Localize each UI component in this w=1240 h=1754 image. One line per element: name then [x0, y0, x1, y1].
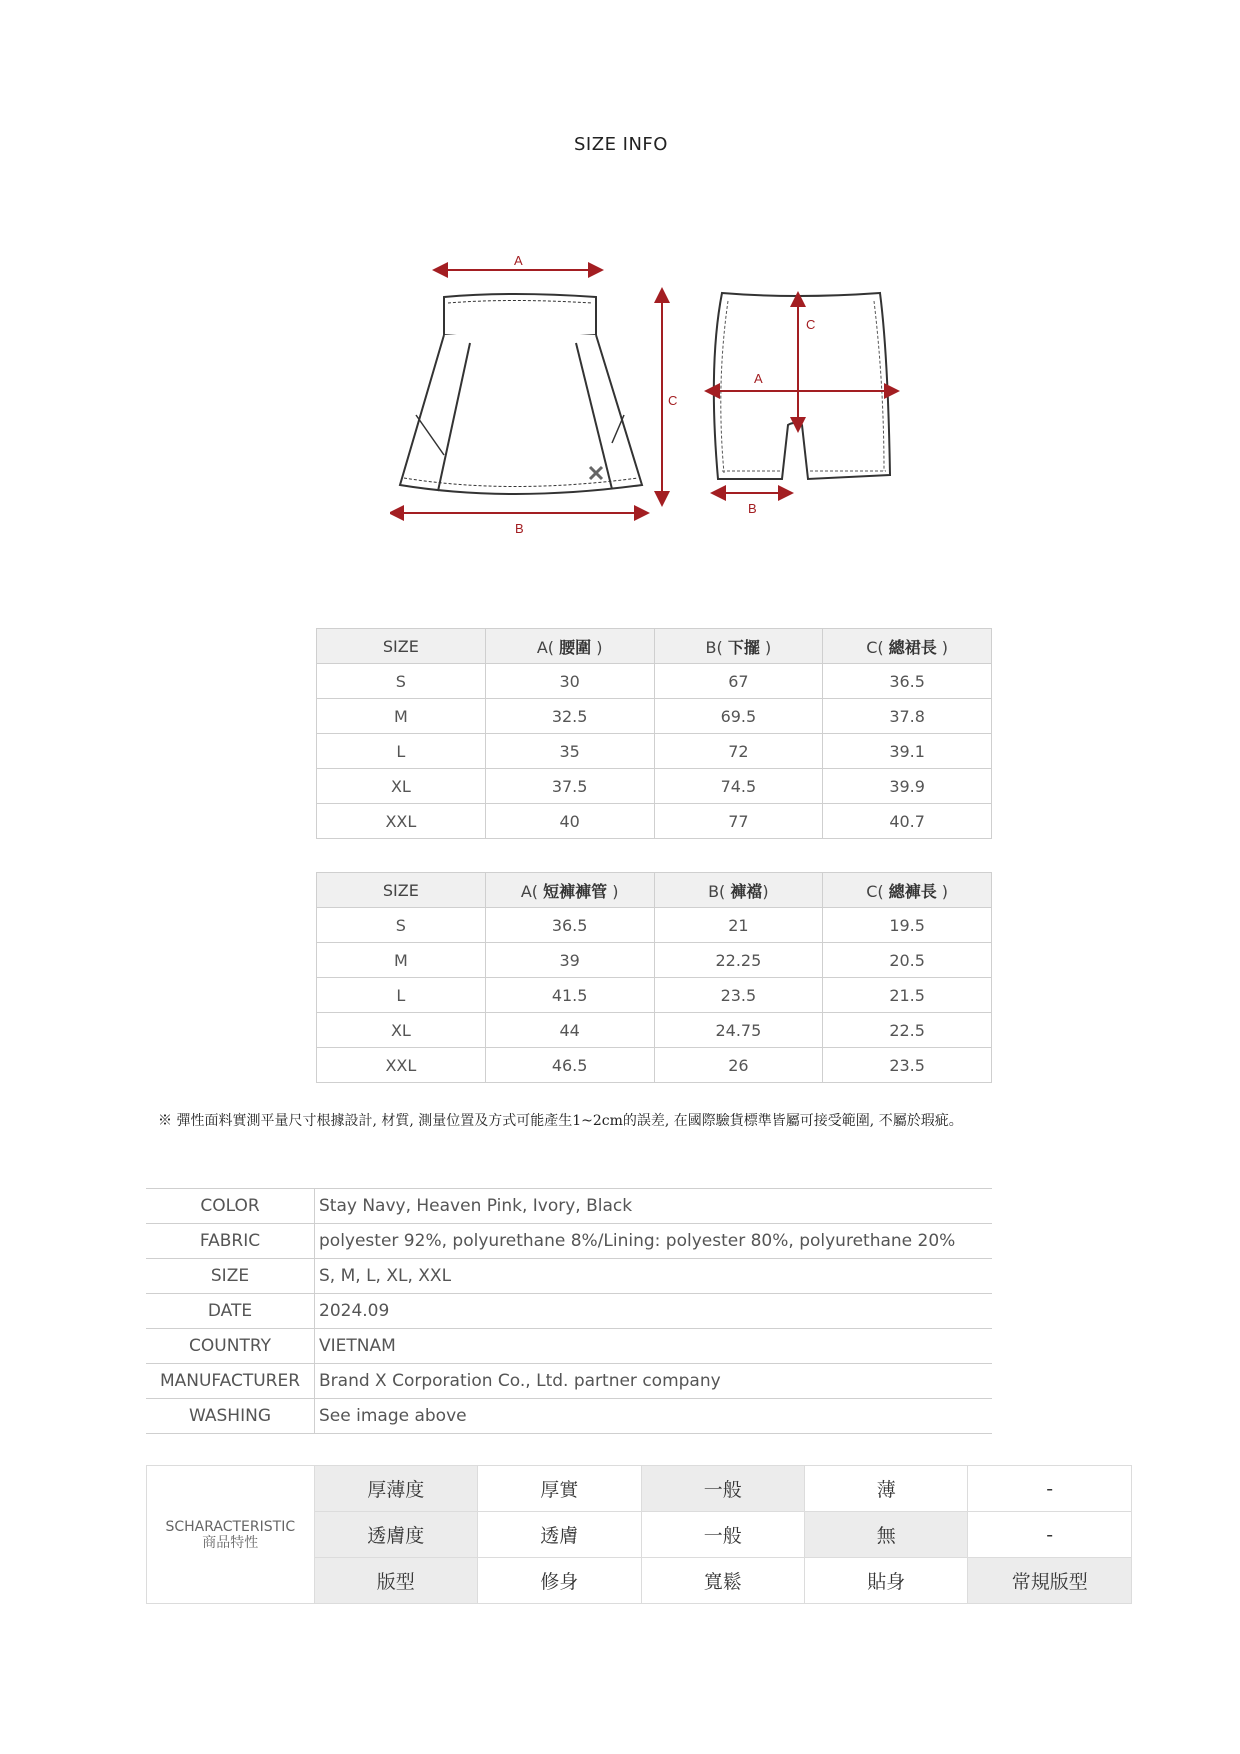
table-row — [317, 1013, 992, 1048]
info-key: COUNTRY — [146, 1329, 315, 1364]
info-value: S, M, L, XL, XXL — [315, 1259, 993, 1294]
skirt-label-a: A — [514, 255, 523, 268]
table-cell: 26 — [654, 1048, 823, 1083]
table-cell: 23.5 — [823, 1048, 992, 1083]
table-cell: 77 — [654, 804, 823, 839]
char-option: - — [968, 1512, 1132, 1558]
table-cell: 69.5 — [654, 699, 823, 734]
table-cell: 74.5 — [654, 769, 823, 804]
table-cell: XL — [317, 769, 486, 804]
table-cell: 36.5 — [823, 664, 992, 699]
table-row — [317, 978, 992, 1013]
table-row — [317, 908, 992, 943]
info-value: polyester 92%, polyurethane 8%/Lining: polyester 80%, polyurethane 20% — [315, 1224, 993, 1259]
skirt-label-b: B — [515, 521, 524, 536]
shorts-label-b: B — [748, 501, 757, 516]
measurement-note: ※ 彈性面料實測平量尺寸根據設計, 材質, 測量位置及方式可能產生1~2cm的誤差, 在國際驗貨標準皆屬可接受範圍, 不屬於瑕疵。 — [158, 1113, 963, 1129]
table-cell: 20.5 — [823, 943, 992, 978]
header-cell: C( 總裙長 ) — [823, 629, 992, 664]
table-cell: 36.5 — [485, 908, 654, 943]
table-cell: M — [317, 943, 486, 978]
char-option: 寬鬆 — [641, 1558, 804, 1604]
char-option: 薄 — [804, 1466, 967, 1512]
table-cell: 67 — [654, 664, 823, 699]
info-row — [146, 1259, 992, 1294]
char-option-selected: 常規版型 — [968, 1558, 1132, 1604]
header-cell: C( 總褲長 ) — [823, 873, 992, 908]
info-key: MANUFACTURER — [146, 1364, 315, 1399]
table-cell: M — [317, 699, 486, 734]
table-row — [317, 1048, 992, 1083]
table-row — [317, 804, 992, 839]
char-heading: 透膚度 — [314, 1512, 477, 1558]
info-key: FABRIC — [146, 1224, 315, 1259]
info-row — [146, 1294, 992, 1329]
header-cell: A( 腰圍 ) — [485, 629, 654, 664]
characteristics-table — [146, 1465, 1132, 1604]
header-cell: B( 下擺 ) — [654, 629, 823, 664]
header-cell: B( 褲襠) — [654, 873, 823, 908]
table-row — [317, 699, 992, 734]
info-key: SIZE — [146, 1259, 315, 1294]
table-cell: 39.1 — [823, 734, 992, 769]
char-option: 一般 — [641, 1512, 804, 1558]
table-cell: 21.5 — [823, 978, 992, 1013]
measurement-diagram — [390, 255, 910, 545]
info-value: VIETNAM — [315, 1329, 993, 1364]
shorts-drawing — [714, 293, 890, 479]
characteristics-label — [147, 1466, 315, 1604]
shorts-label-c: C — [806, 317, 816, 332]
char-heading: 版型 — [314, 1558, 477, 1604]
char-row-thickness — [147, 1466, 1132, 1512]
table-cell: 23.5 — [654, 978, 823, 1013]
table-cell: S — [317, 908, 486, 943]
table-cell: 37.8 — [823, 699, 992, 734]
table-cell: 37.5 — [485, 769, 654, 804]
char-option-selected: 一般 — [641, 1466, 804, 1512]
table-header-row — [317, 873, 992, 908]
info-key: COLOR — [146, 1189, 315, 1224]
info-row — [146, 1224, 992, 1259]
char-option: 修身 — [478, 1558, 641, 1604]
table-cell: 46.5 — [485, 1048, 654, 1083]
table-cell: 40.7 — [823, 804, 992, 839]
info-value: Stay Navy, Heaven Pink, Ivory, Black — [315, 1189, 993, 1224]
info-row — [146, 1329, 992, 1364]
table-cell: XXL — [317, 1048, 486, 1083]
char-option: 厚實 — [478, 1466, 641, 1512]
char-option: 貼身 — [804, 1558, 967, 1604]
info-key: DATE — [146, 1294, 315, 1329]
table-header-row — [317, 629, 992, 664]
table-cell: L — [317, 978, 486, 1013]
info-key: WASHING — [146, 1399, 315, 1434]
info-row — [146, 1189, 992, 1224]
table-cell: 44 — [485, 1013, 654, 1048]
table-row — [317, 664, 992, 699]
table-cell: S — [317, 664, 486, 699]
characteristics-label-zh: 商品特性 — [202, 1534, 259, 1551]
char-option-selected: 無 — [804, 1512, 967, 1558]
table-cell: 41.5 — [485, 978, 654, 1013]
table-row — [317, 734, 992, 769]
header-cell: SIZE — [317, 873, 486, 908]
table-row — [317, 769, 992, 804]
skirt-size-table — [316, 628, 992, 839]
info-value: Brand X Corporation Co., Ltd. partner company — [315, 1364, 993, 1399]
info-value: 2024.09 — [315, 1294, 993, 1329]
product-info-table — [146, 1188, 992, 1434]
header-cell: A( 短褲褲管 ) — [485, 873, 654, 908]
table-cell: XL — [317, 1013, 486, 1048]
info-row — [146, 1364, 992, 1399]
skirt-label-c: C — [668, 393, 678, 408]
table-cell: 19.5 — [823, 908, 992, 943]
skirt-drawing — [400, 294, 642, 494]
table-cell: 32.5 — [485, 699, 654, 734]
table-cell: 35 — [485, 734, 654, 769]
page-title: SIZE INFO — [574, 134, 668, 155]
table-cell: 39 — [485, 943, 654, 978]
table-cell: 21 — [654, 908, 823, 943]
shorts-label-a: A — [754, 371, 763, 386]
table-cell: 22.5 — [823, 1013, 992, 1048]
table-row — [317, 943, 992, 978]
info-value: See image above — [315, 1399, 993, 1434]
info-row — [146, 1399, 992, 1434]
table-cell: 30 — [485, 664, 654, 699]
table-cell: 22.25 — [654, 943, 823, 978]
characteristics-label-en: SCHARACTERISTIC — [165, 1518, 296, 1535]
table-cell: XXL — [317, 804, 486, 839]
header-cell: SIZE — [317, 629, 486, 664]
table-cell: 72 — [654, 734, 823, 769]
char-option: - — [968, 1466, 1132, 1512]
table-cell: 40 — [485, 804, 654, 839]
char-option: 透膚 — [478, 1512, 641, 1558]
shorts-size-table — [316, 872, 992, 1083]
table-cell: L — [317, 734, 486, 769]
char-heading: 厚薄度 — [314, 1466, 477, 1512]
table-cell: 39.9 — [823, 769, 992, 804]
table-cell: 24.75 — [654, 1013, 823, 1048]
